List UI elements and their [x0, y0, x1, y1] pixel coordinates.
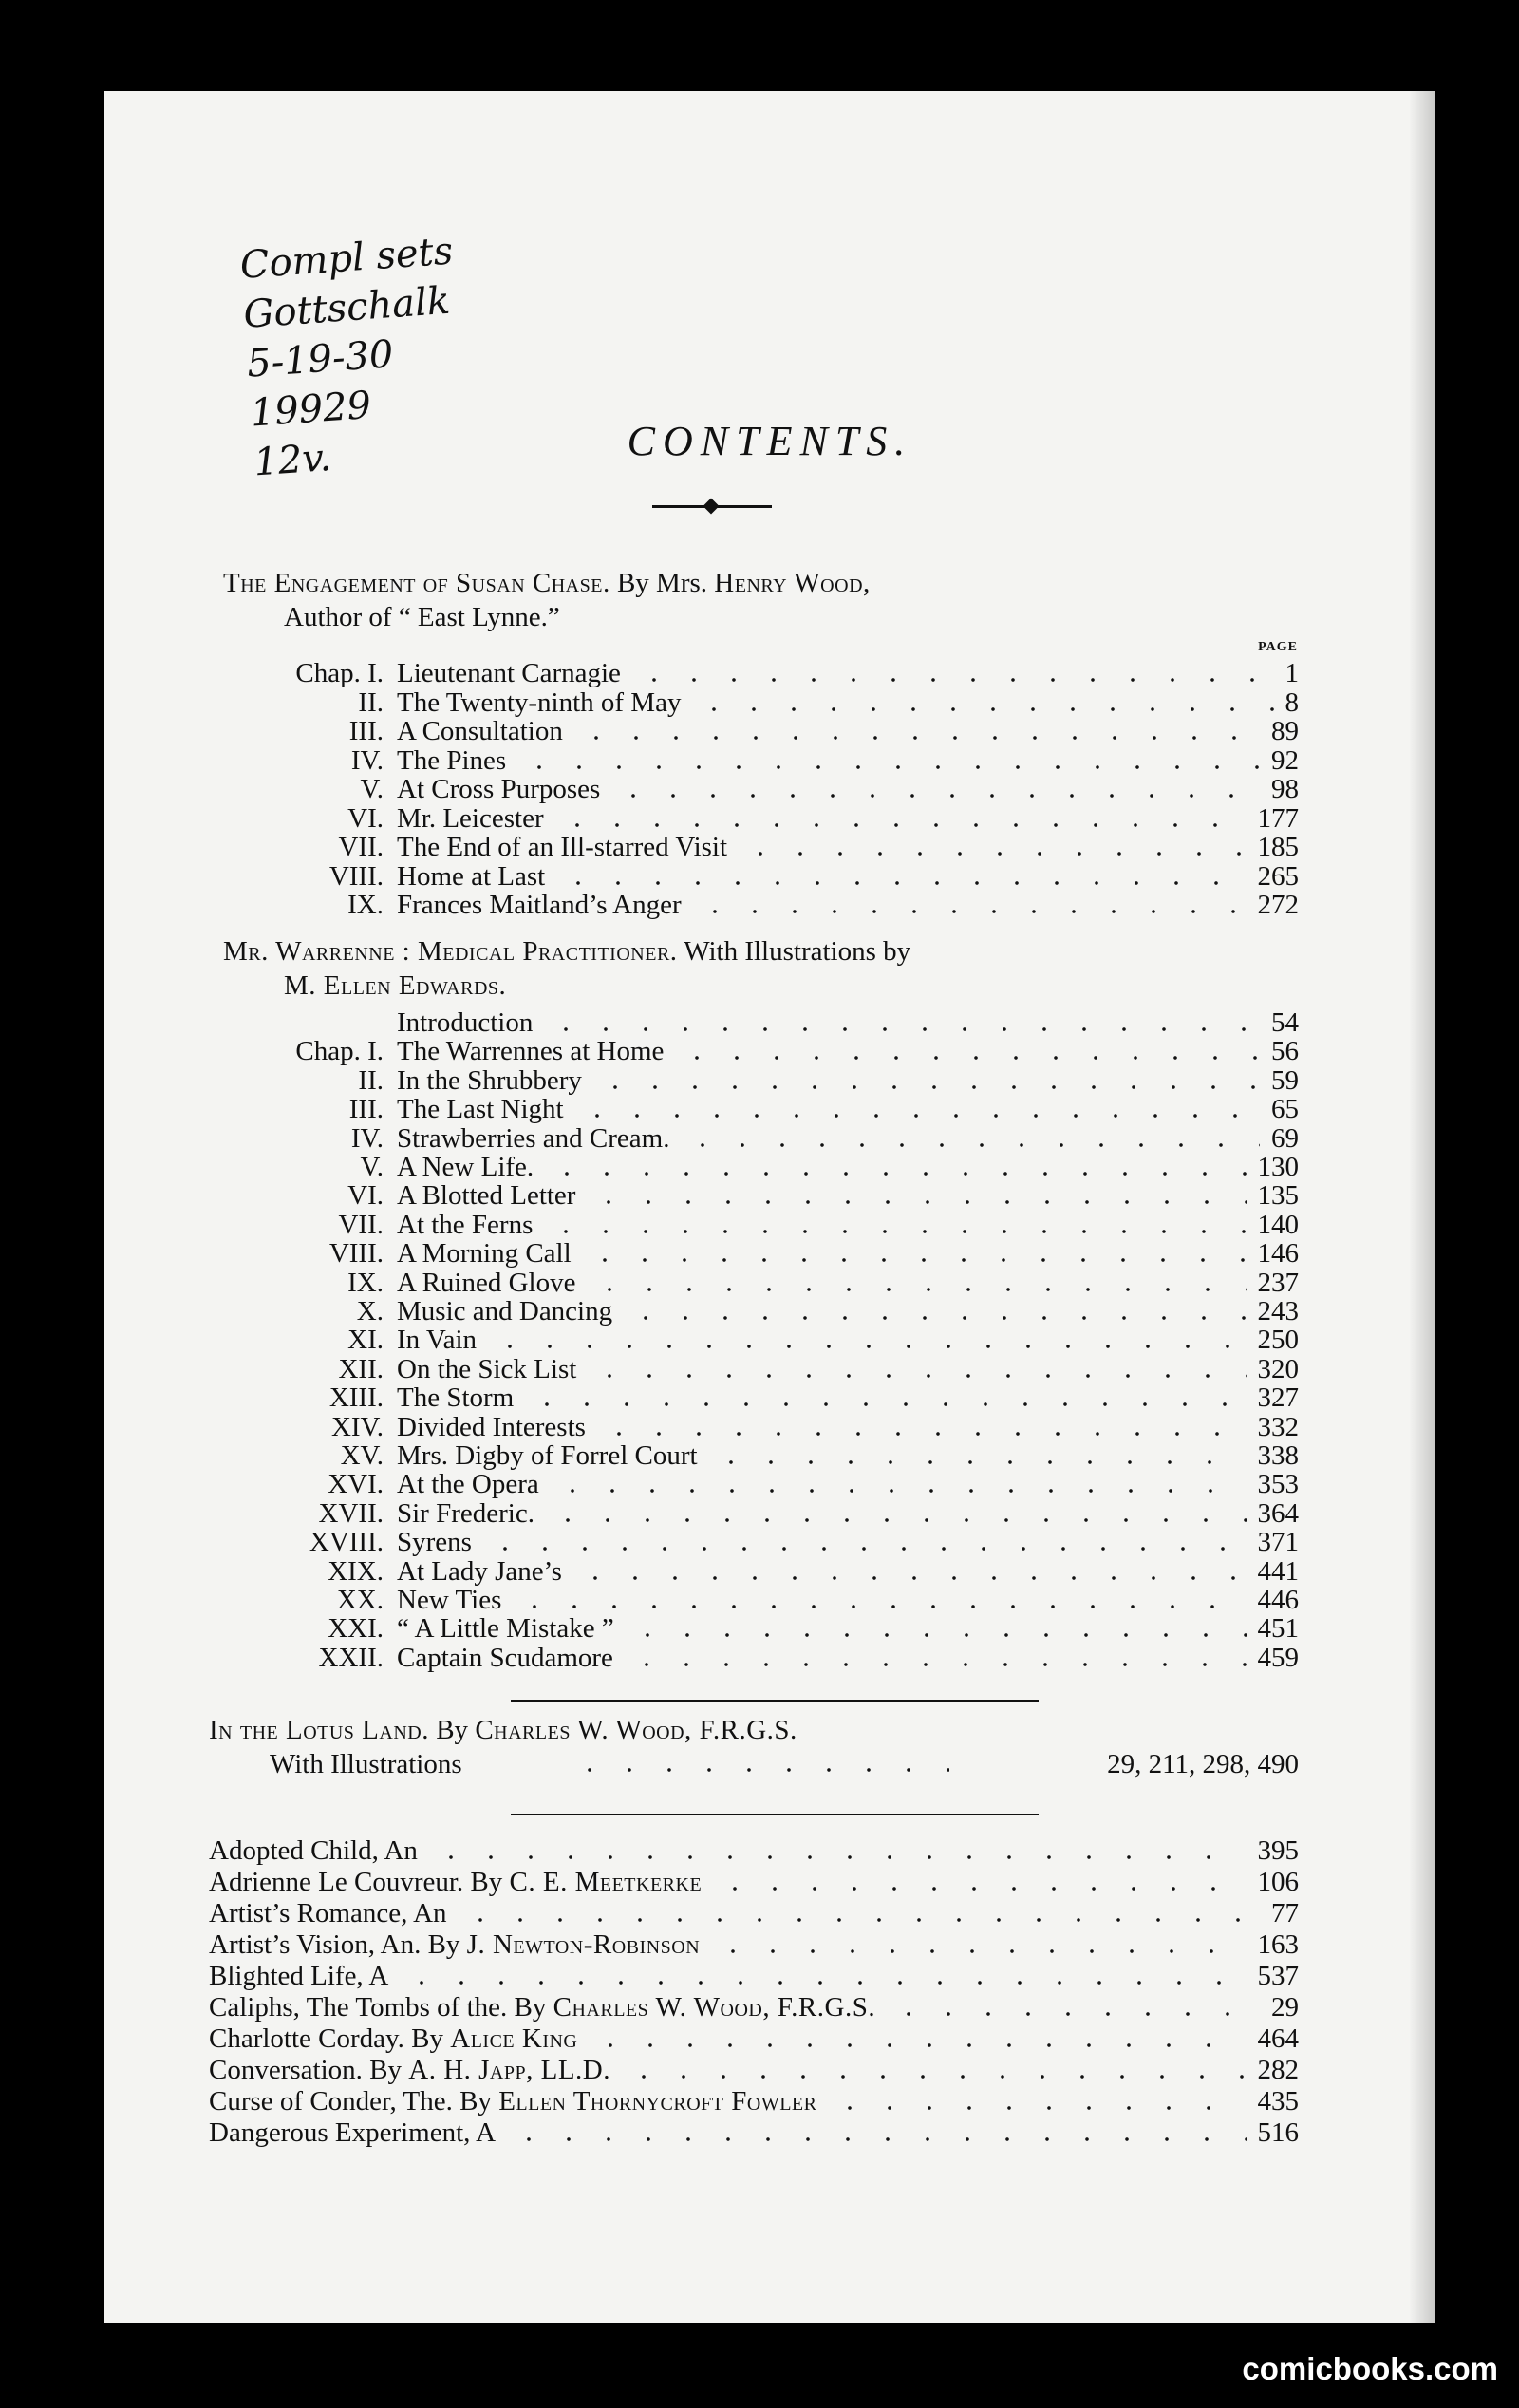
- dot-leader: [589, 1200, 1247, 1204]
- page-numbers: 29, 211, 298, 490: [1107, 1749, 1299, 1779]
- page-number: 320: [1257, 1353, 1299, 1384]
- entry-row: [209, 2024, 1299, 2053]
- chapter-number: XXII.: [318, 1642, 384, 1673]
- dot-leader: [695, 910, 1247, 913]
- chapter-title: Strawberries and Cream.: [397, 1122, 670, 1154]
- page-number: 272: [1257, 890, 1299, 920]
- chapter-title: The Twenty-ninth of May: [397, 687, 682, 718]
- chapter-number: XIV.: [330, 1411, 384, 1442]
- page-number: 353: [1257, 1469, 1299, 1500]
- chapter-row: [190, 1355, 1299, 1383]
- dot-leader: [575, 1576, 1247, 1580]
- chapter-row: [190, 1239, 1299, 1268]
- chapter-row: [190, 1383, 1299, 1412]
- chapter-number: II.: [358, 687, 384, 718]
- dot-leader: [577, 1114, 1260, 1118]
- entry-row: [209, 1993, 1299, 2022]
- page-number: 364: [1257, 1497, 1299, 1529]
- dot-leader: [585, 1258, 1247, 1262]
- page-number: 395: [1257, 1835, 1299, 1866]
- dot-leader: [590, 1288, 1247, 1291]
- chapter-row: [190, 1066, 1299, 1095]
- dot-leader: [628, 1633, 1247, 1637]
- dot-leader: [547, 1172, 1247, 1176]
- chapter-row: [190, 1326, 1299, 1354]
- chapter-number: XII.: [338, 1353, 384, 1384]
- chapter-number: III.: [348, 1094, 384, 1125]
- dot-leader: [627, 1663, 1247, 1666]
- page-number: 146: [1257, 1238, 1299, 1270]
- chapter-row: [190, 659, 1299, 687]
- chapter-row: [190, 1153, 1299, 1181]
- page-number: 464: [1257, 2023, 1299, 2054]
- page-number: 8: [1285, 687, 1299, 718]
- chapter-title: Lieutenant Carnagie: [397, 658, 621, 688]
- chapter-title: Divided Interests: [397, 1411, 586, 1442]
- page-number: 516: [1257, 2117, 1299, 2148]
- dot-leader: [624, 2075, 1247, 2079]
- dot-leader: [613, 794, 1260, 798]
- chapter-row: [190, 1008, 1299, 1037]
- dot-leader: [546, 1230, 1247, 1233]
- chapter-number: XI.: [347, 1325, 384, 1356]
- chapter-row: [190, 1037, 1299, 1065]
- chapter-number: Chap. I.: [295, 658, 384, 688]
- chapter-title: The Warrennes at Home: [397, 1036, 665, 1067]
- entry-title: Curse of Conder, The.: [209, 2086, 453, 2116]
- chapter-row: [190, 1181, 1299, 1210]
- chapter-number: V.: [360, 774, 384, 804]
- handwritten-line: 19929: [249, 383, 373, 436]
- chapter-row: [190, 1644, 1299, 1672]
- chapter-number: XVIII.: [309, 1527, 384, 1558]
- author-name: Charles W. Wood, F.R.G.S.: [553, 1992, 876, 2022]
- entry-row: [209, 2118, 1299, 2147]
- ornament-divider: [652, 499, 772, 513]
- entry-label: [209, 1836, 418, 1865]
- chapter-title: Captain Scudamore: [397, 1642, 613, 1673]
- entry-label: [209, 1930, 700, 1959]
- entry-row: [209, 1836, 1299, 1865]
- illustrator-name: M. Ellen Edwards.: [284, 970, 507, 1001]
- chapter-number: XIII.: [328, 1383, 384, 1414]
- chapter-number: XXI.: [328, 1613, 384, 1645]
- page-number: 29: [1271, 1992, 1299, 2022]
- by-text: By: [459, 2086, 492, 2116]
- page-number: 265: [1257, 860, 1299, 892]
- chapter-number: VI.: [347, 802, 384, 834]
- chapter-title: A New Life.: [397, 1152, 534, 1182]
- chapter-number: V.: [360, 1152, 384, 1182]
- chapter-row: [190, 1441, 1299, 1470]
- chapter-title: Music and Dancing: [397, 1296, 613, 1326]
- chapter-row: [190, 1269, 1299, 1297]
- dot-leader: [431, 1855, 1247, 1859]
- entry-title: Adrienne Le Couvreur.: [209, 1867, 464, 1897]
- chapter-row: [190, 1470, 1299, 1498]
- chapter-number: VII.: [338, 1209, 384, 1240]
- chapter-row: [190, 862, 1299, 891]
- page-number: 282: [1257, 2055, 1299, 2085]
- chapter-number: XX.: [336, 1585, 384, 1615]
- dot-leader: [460, 1918, 1260, 1922]
- chapter-title: At Cross Purposes: [397, 774, 601, 804]
- page-number: 435: [1257, 2086, 1299, 2116]
- chapter-title: In Vain: [397, 1325, 478, 1356]
- chapter-row: [190, 1557, 1299, 1586]
- chapter-title: Introduction: [397, 1007, 534, 1038]
- chapter-number: IV.: [350, 1122, 384, 1154]
- chapter-row: [190, 891, 1299, 919]
- page-number: 89: [1271, 716, 1299, 746]
- dot-leader: [741, 852, 1247, 856]
- handwritten-line: 5-19-30: [245, 332, 395, 386]
- chapter-row: [190, 1528, 1299, 1556]
- dot-leader: [546, 1027, 1260, 1031]
- entry-label: [209, 2087, 816, 2116]
- handwritten-line: Compl sets: [238, 229, 455, 289]
- dot-leader: [683, 1143, 1260, 1147]
- chapter-number: XV.: [340, 1440, 384, 1471]
- chapter-row: [190, 1211, 1299, 1239]
- chapter-title: The End of an Ill-starred Visit: [397, 832, 728, 862]
- page-number: 130: [1257, 1152, 1299, 1182]
- dot-leader: [570, 1768, 949, 1772]
- entry-title: Artist’s Romance, An: [209, 1898, 447, 1928]
- page-number: 140: [1257, 1209, 1299, 1240]
- chapter-title: A Morning Call: [397, 1238, 572, 1270]
- entry-title: Dangerous Experiment, A: [209, 2117, 497, 2148]
- page-number: 338: [1257, 1440, 1299, 1471]
- page-number: 185: [1257, 832, 1299, 862]
- dot-leader: [713, 1949, 1247, 1953]
- chapter-title: At the Opera: [397, 1469, 539, 1500]
- page-number: 446: [1257, 1585, 1299, 1615]
- chapter-title: A Consultation: [397, 716, 563, 746]
- section-rule: [511, 1700, 1039, 1702]
- dot-leader: [509, 2137, 1247, 2141]
- entry-row: [209, 1962, 1299, 1990]
- chapter-title: Sir Frederic.: [397, 1497, 534, 1529]
- chapter-number: IX.: [347, 890, 384, 920]
- dot-leader: [715, 1887, 1247, 1891]
- chapter-title: At the Ferns: [397, 1209, 534, 1240]
- page-number: 98: [1271, 774, 1299, 804]
- page-number: 441: [1257, 1555, 1299, 1587]
- page-number: 163: [1257, 1929, 1299, 1960]
- page-number: 451: [1257, 1613, 1299, 1645]
- chapter-title: At Lady Jane’s: [397, 1555, 562, 1587]
- illustration-note: With Illustrations: [270, 1749, 462, 1779]
- by-text: By: [369, 2055, 402, 2085]
- chapter-row: [190, 1614, 1299, 1643]
- section-heading-lotus-land: [209, 1713, 1299, 1781]
- chapter-number: XIX.: [328, 1555, 384, 1587]
- page-column-label: PAGE: [1258, 640, 1298, 654]
- story-title: In the Lotus Land.: [209, 1715, 429, 1745]
- dot-leader: [599, 1432, 1247, 1436]
- chapter-number: Chap. I.: [295, 1036, 384, 1067]
- entry-label: [209, 2118, 496, 2147]
- chapter-title: A Ruined Glove: [397, 1267, 576, 1298]
- page-number: 54: [1271, 1007, 1299, 1038]
- entry-title: Blighted Life, A: [209, 1961, 389, 1991]
- chapter-number: VIII.: [328, 1238, 384, 1270]
- chapter-number: VI.: [347, 1180, 384, 1212]
- dot-leader: [558, 881, 1247, 885]
- author-name: Ellen Thornycroft Fowler: [498, 2086, 817, 2116]
- chapter-row: [190, 746, 1299, 775]
- by-text: By: [411, 2023, 443, 2054]
- dot-leader: [485, 1547, 1247, 1551]
- by-text: By: [436, 1715, 469, 1745]
- chapter-row: [190, 775, 1299, 803]
- dot-leader: [830, 2106, 1247, 2110]
- chapter-row: [190, 1297, 1299, 1326]
- chapter-number: III.: [348, 716, 384, 746]
- page-number: 65: [1271, 1094, 1299, 1125]
- dot-leader: [519, 765, 1260, 769]
- chapter-title: Home at Last: [397, 860, 546, 892]
- chapter-title: On the Sick List: [397, 1353, 577, 1384]
- section-rule: [511, 1814, 1039, 1815]
- page-number: 92: [1271, 744, 1299, 776]
- chapter-row: [190, 717, 1299, 745]
- entry-label: [209, 2024, 577, 2053]
- dot-leader: [711, 1460, 1247, 1464]
- chapter-row: [190, 833, 1299, 861]
- dot-leader: [527, 1402, 1247, 1406]
- chapter-title: Frances Maitland’s Anger: [397, 890, 682, 920]
- page-number: 327: [1257, 1383, 1299, 1414]
- entry-title: Conversation.: [209, 2055, 363, 2085]
- chapter-title: Syrens: [397, 1527, 472, 1558]
- chapter-number: VII.: [338, 832, 384, 862]
- chapter-number: VIII.: [328, 860, 384, 892]
- story-title: Mr. Warrenne : Medical Practitioner.: [223, 936, 678, 967]
- dot-leader: [515, 1605, 1247, 1608]
- entry-title: Caliphs, The Tombs of the.: [209, 1992, 508, 2022]
- page-number: 332: [1257, 1411, 1299, 1442]
- chapter-number: XVII.: [318, 1497, 384, 1529]
- chapter-title: The Storm: [397, 1383, 515, 1414]
- chapter-row: [190, 1124, 1299, 1153]
- author-note: Author of “ East Lynne.”: [284, 602, 560, 632]
- dot-leader: [402, 1981, 1247, 1985]
- dot-leader: [591, 2043, 1247, 2047]
- by-text: By Mrs.: [616, 568, 708, 598]
- chapter-number: IV.: [350, 744, 384, 776]
- section-heading-warrenne: [223, 934, 1305, 1003]
- entry-title: Adopted Child, An: [209, 1835, 418, 1866]
- dot-leader: [557, 823, 1247, 827]
- by-text: By: [514, 1992, 547, 2022]
- chapter-row: [190, 1499, 1299, 1528]
- book-page: [104, 91, 1435, 2323]
- chapter-number: XVI.: [328, 1469, 384, 1500]
- dot-leader: [590, 1374, 1247, 1378]
- page-number: 371: [1257, 1527, 1299, 1558]
- dot-leader: [694, 707, 1274, 711]
- dot-leader: [553, 1489, 1247, 1493]
- author-name: Alice King: [450, 2023, 578, 2054]
- chapter-number: X.: [356, 1296, 384, 1326]
- page-number: 459: [1257, 1642, 1299, 1673]
- author-name: A. H. Japp, LL.D.: [408, 2055, 610, 2085]
- page-number: 243: [1257, 1296, 1299, 1326]
- dot-leader: [490, 1345, 1247, 1348]
- chapter-number: IX.: [347, 1267, 384, 1298]
- entry-row: [209, 2056, 1299, 2084]
- entry-label: [209, 1868, 702, 1896]
- chapter-row: [190, 688, 1299, 717]
- chapter-title: Mrs. Digby of Forrel Court: [397, 1440, 698, 1471]
- chapter-number: II.: [358, 1064, 384, 1096]
- illustration-note: With Illustrations by: [684, 936, 911, 967]
- dot-leader: [626, 1316, 1247, 1320]
- chapter-title: New Ties: [397, 1585, 502, 1615]
- page-number: 537: [1257, 1961, 1299, 1991]
- page-number: 106: [1257, 1867, 1299, 1897]
- chapter-row: [190, 1095, 1299, 1123]
- dot-leader: [576, 736, 1260, 740]
- handwritten-line: 12v.: [252, 435, 333, 485]
- by-text: By: [470, 1867, 503, 1897]
- dot-leader: [889, 2012, 1260, 2016]
- entry-row: [209, 1868, 1299, 1896]
- entry-title: Artist’s Vision, An.: [209, 1929, 422, 1960]
- by-text: By: [427, 1929, 460, 1960]
- entry-row: [209, 1899, 1299, 1928]
- entry-row: [209, 2087, 1299, 2116]
- entry-label: [209, 1993, 875, 2022]
- chapter-row: [190, 1413, 1299, 1441]
- chapter-row: [190, 804, 1299, 833]
- dot-leader: [634, 678, 1274, 682]
- dot-leader: [595, 1085, 1260, 1089]
- page-number: 77: [1271, 1898, 1299, 1928]
- author-name: Henry Wood,: [714, 568, 871, 598]
- page-number: 59: [1271, 1064, 1299, 1096]
- page-number: 69: [1271, 1122, 1299, 1154]
- chapter-row: [190, 1586, 1299, 1614]
- chapter-title: The Last Night: [397, 1094, 564, 1125]
- entry-label: [209, 2056, 610, 2084]
- author-name: J. Newton-Robinson: [466, 1929, 701, 1960]
- page-number: 237: [1257, 1267, 1299, 1298]
- chapter-title: “ A Little Mistake ”: [397, 1613, 614, 1645]
- page-number: 56: [1271, 1036, 1299, 1067]
- page-number: 135: [1257, 1180, 1299, 1212]
- chapter-title: The Pines: [397, 744, 507, 776]
- page-number: 250: [1257, 1325, 1299, 1356]
- section-heading-susan-chase: [223, 566, 1305, 634]
- entry-title: Charlotte Corday.: [209, 2023, 404, 2054]
- entry-row: [209, 1930, 1299, 1959]
- author-name: Charles W. Wood, F.R.G.S.: [475, 1715, 797, 1745]
- page-title: CONTENTS.: [627, 418, 913, 464]
- story-title: The Engagement of Susan Chase.: [223, 568, 610, 598]
- chapter-title: A Blotted Letter: [397, 1180, 576, 1212]
- dot-leader: [677, 1056, 1260, 1060]
- chapter-title: Mr. Leicester: [397, 802, 544, 834]
- page-number: 177: [1257, 802, 1299, 834]
- dot-leader: [548, 1518, 1247, 1522]
- entry-label: [209, 1899, 447, 1928]
- watermark: comicbooks.com: [1242, 2351, 1498, 2386]
- chapter-title: In the Shrubbery: [397, 1064, 582, 1096]
- handwritten-line: Gottschalk: [242, 278, 452, 337]
- page-number: 1: [1285, 658, 1299, 688]
- entry-label: [209, 1962, 388, 1990]
- author-name: C. E. Meetkerke: [509, 1867, 703, 1897]
